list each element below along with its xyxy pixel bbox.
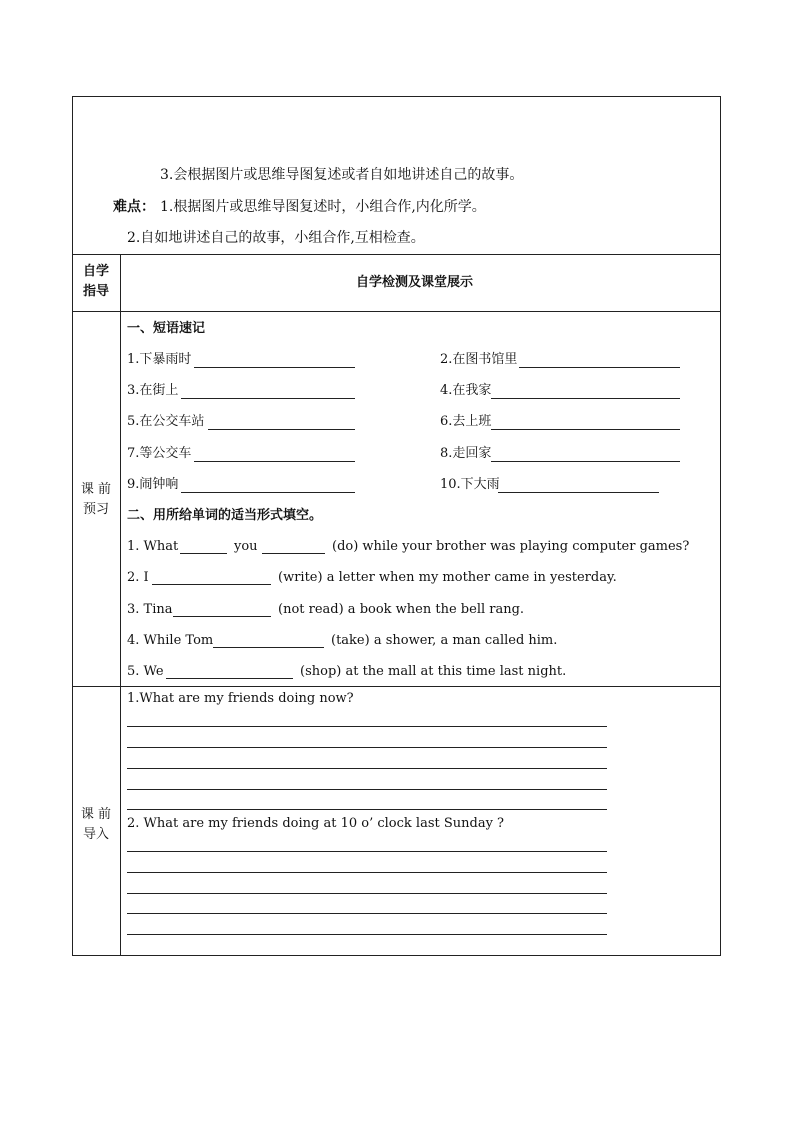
row-divider-header-top bbox=[72, 254, 721, 255]
phrase-9-blank[interactable] bbox=[181, 492, 355, 493]
preview-side-line1: 课 前 bbox=[80, 482, 112, 497]
q4-suffix: (take) a shower, a man called him. bbox=[331, 633, 558, 648]
section1-title: 一、短语速记 bbox=[127, 321, 206, 336]
phrase-5-blank[interactable] bbox=[208, 429, 355, 430]
row-divider-header-bottom bbox=[72, 311, 721, 312]
q4-prefix: 4. While Tom bbox=[127, 633, 214, 648]
phrase-1: 1.下暴雨时 bbox=[127, 352, 192, 367]
q2-prefix: 2. I bbox=[127, 570, 149, 585]
phrase-6: 6.去上班 bbox=[440, 414, 492, 429]
header-left-label bbox=[72, 262, 120, 302]
answer-line-10[interactable] bbox=[127, 934, 607, 935]
intro-side-line1: 课 前 bbox=[80, 807, 112, 822]
answer-line-1[interactable] bbox=[127, 726, 607, 727]
phrase-1-blank[interactable] bbox=[194, 367, 355, 368]
difficulty-item-1: 1.根据图片或思维导图复述时，小组合作,内化所学。 bbox=[160, 199, 486, 215]
phrase-2-blank[interactable] bbox=[519, 367, 680, 368]
phrase-4-blank[interactable] bbox=[491, 398, 680, 399]
answer-line-2[interactable] bbox=[127, 747, 607, 748]
q3-suffix: (not read) a book when the bell rang. bbox=[278, 602, 525, 617]
answer-line-5[interactable] bbox=[127, 809, 607, 810]
objective-item-3: 3.会根据图片或思维导图复述或者自如地讲述自己的故事。 bbox=[160, 167, 524, 183]
q5-blank[interactable] bbox=[166, 678, 293, 679]
answer-line-3[interactable] bbox=[127, 768, 607, 769]
q4-blank[interactable] bbox=[213, 647, 324, 648]
answer-line-9[interactable] bbox=[127, 913, 607, 914]
header-title: 自学检测及课堂展示 bbox=[356, 275, 474, 290]
phrase-10: 10.下大雨 bbox=[440, 477, 500, 492]
header-left-line2: 指导 bbox=[82, 284, 109, 299]
row-divider-preview-bottom bbox=[72, 686, 721, 687]
q5-prefix: 5. We bbox=[127, 664, 164, 679]
section2-title: 二、用所给单词的适当形式填空。 bbox=[127, 508, 323, 523]
q1-middle: you bbox=[234, 539, 258, 554]
q5-suffix: (shop) at the mall at this time last night. bbox=[300, 664, 567, 679]
phrase-8-blank[interactable] bbox=[491, 461, 680, 462]
phrase-7: 7.等公交车 bbox=[127, 446, 192, 461]
q1-prefix: 1. What bbox=[127, 539, 179, 554]
phrase-7-blank[interactable] bbox=[194, 461, 355, 462]
q3-blank[interactable] bbox=[173, 616, 271, 617]
intro-side-label bbox=[72, 805, 120, 845]
phrase-3-blank[interactable] bbox=[181, 398, 355, 399]
answer-line-7[interactable] bbox=[127, 872, 607, 873]
phrase-6-blank[interactable] bbox=[491, 429, 680, 430]
q1-blank-2[interactable] bbox=[262, 553, 325, 554]
phrase-9: 9.闹钟响 bbox=[127, 477, 179, 492]
answer-line-8[interactable] bbox=[127, 893, 607, 894]
difficulty-item-2: 2.自如地讲述自己的故事，小组合作,互相检查。 bbox=[127, 230, 425, 246]
q1-blank-1[interactable] bbox=[180, 553, 227, 554]
difficulty-label: 难点： bbox=[113, 199, 155, 215]
phrase-10-blank[interactable] bbox=[498, 492, 659, 493]
intro-question-2: 2. What are my friends doing at 10 o’ clock last Sunday ? bbox=[127, 816, 505, 831]
answer-line-4[interactable] bbox=[127, 789, 607, 790]
column-divider bbox=[120, 254, 121, 956]
intro-side-line2: 导入 bbox=[82, 827, 109, 842]
q2-blank[interactable] bbox=[152, 584, 271, 585]
q3-prefix: 3. Tina bbox=[127, 602, 173, 617]
preview-side-label bbox=[72, 480, 120, 520]
q1-suffix: (do) while your brother was playing computer games? bbox=[332, 539, 690, 554]
phrase-8: 8.走回家 bbox=[440, 446, 492, 461]
phrase-3: 3.在街上 bbox=[127, 383, 179, 398]
phrase-5: 5.在公交车站 bbox=[127, 414, 205, 429]
phrase-2: 2.在图书馆里 bbox=[440, 352, 518, 367]
answer-line-6[interactable] bbox=[127, 851, 607, 852]
q2-suffix: (write) a letter when my mother came in yesterday. bbox=[278, 570, 617, 585]
preview-side-line2: 预习 bbox=[82, 502, 109, 517]
phrase-4: 4.在我家 bbox=[440, 383, 492, 398]
intro-question-1: 1.What are my friends doing now? bbox=[127, 691, 354, 706]
header-left-line1: 自学 bbox=[82, 264, 109, 279]
